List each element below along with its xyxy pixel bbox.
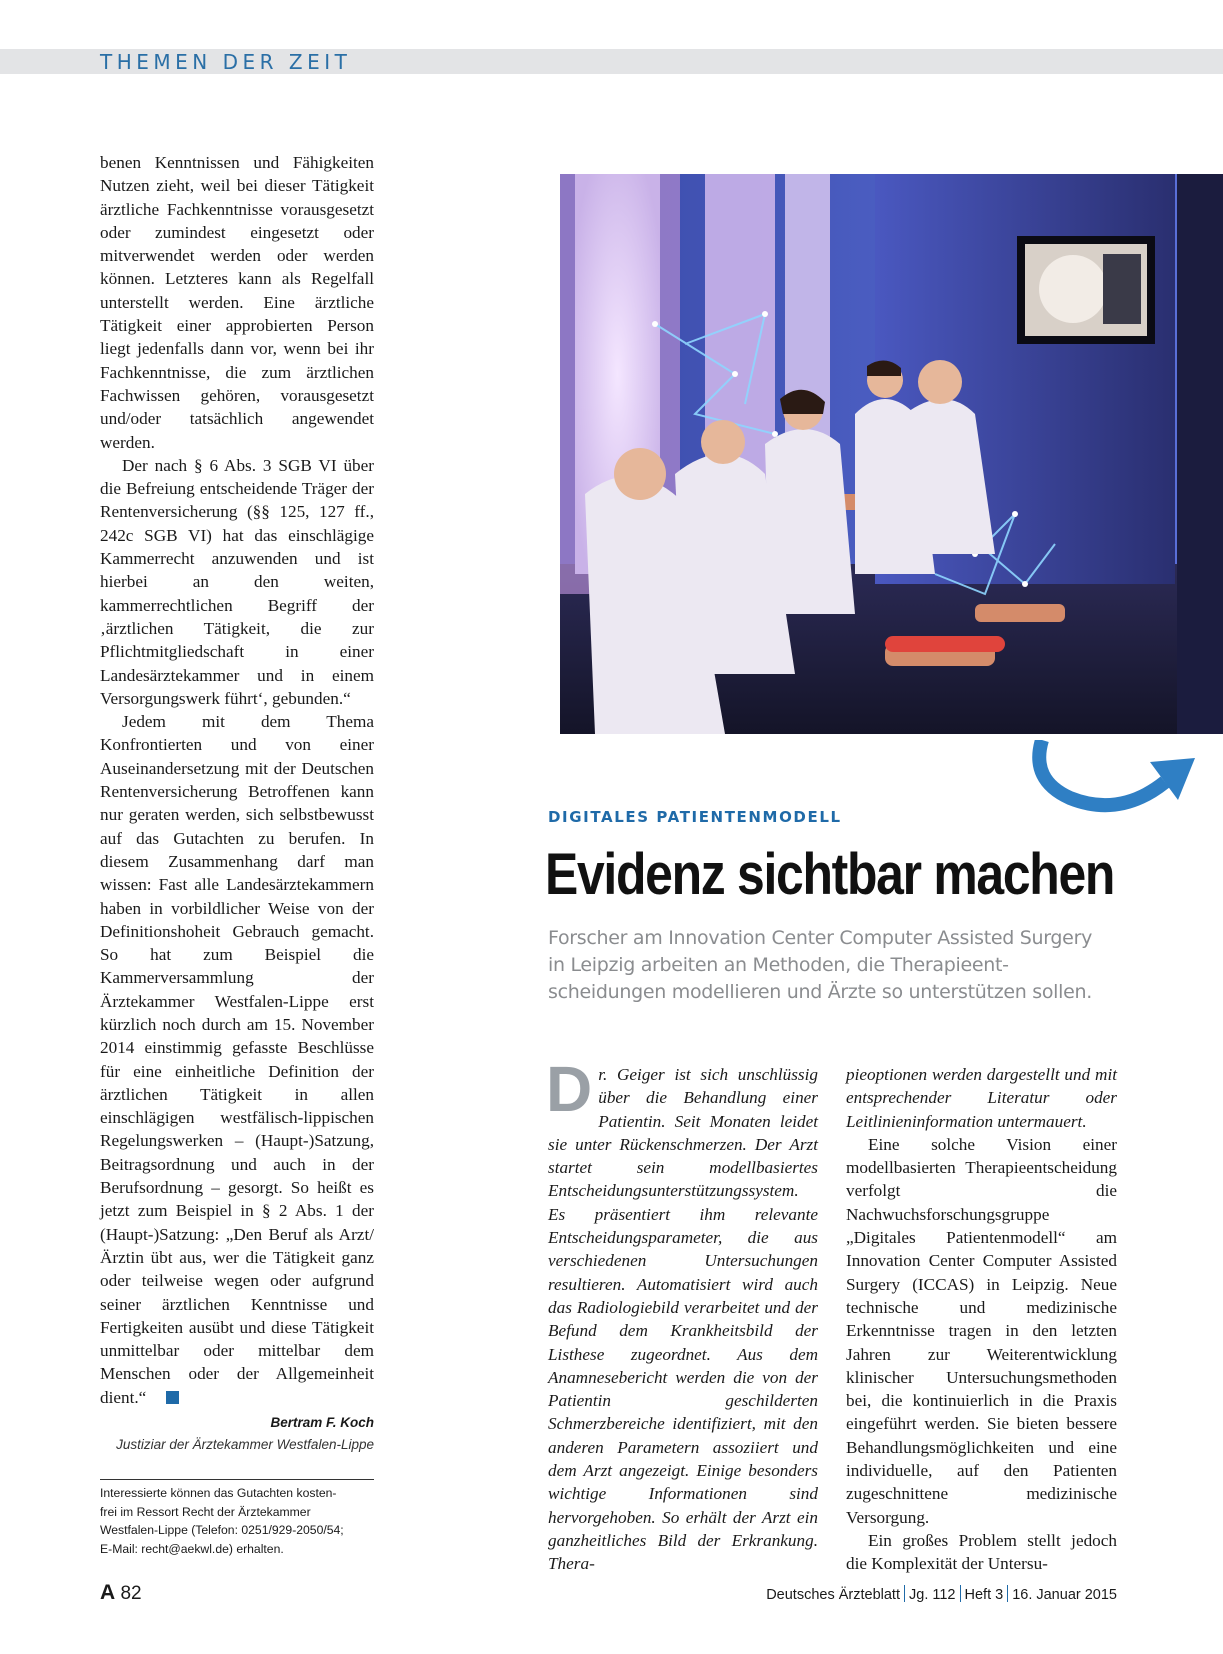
author-name: Bertram F. Koch [270, 1415, 374, 1430]
footer-separator [960, 1585, 961, 1602]
author-role: Justiziar der Ärztekammer Westfalen-Lippe [116, 1437, 374, 1452]
deck-line: in Leipzig arbeiten an Methoden, die Therapieent- [548, 954, 1009, 976]
left-paragraph [100, 710, 374, 1409]
note-line: Interessierte können das Gutachten kosten- [100, 1486, 337, 1500]
left-column [100, 151, 374, 1409]
page-letter: A [100, 1581, 116, 1604]
left-paragraph-text: Jedem mit dem Thema Konfrontierten und von einer Auseinandersetzung mit der Deutschen Rentenversicherung Betroffenen kann nur geraten werden, sich selbstbewusst auf das Gutachten zu berufen. In diesem Zusammenhang darf man wissen: Fast alle Landesärztekammern haben in vorbildlicher Weise von der Definitionshoheit Gebrauch gemacht. So hat zum Beispiel die Kammerversammlung der Ärztekammer Westfalen-Lippe erst kürzlich noch durch am 15. November 2014 einstimmig gefasste Beschlüsse für eine einheitliche Definition der ärztlichen Tätigkeit in allen einschlägigen westfälisch-lippischen Regelungswerken – (Haupt-)Satzung, Beitragsordnung und auch in der Berufsordnung – gesorgt. So heißt es jetzt zum Beispiel in § 2 Abs. 1 der (Haupt-)Satzung: „Den Beruf als Arzt/Ärztin übt aus, wer die Tätigkeit ganz oder teilweise wegen oder aufgrund seiner ärztlichen Kenntnisse und Fertigkeiten ausübt und diese Tätigkeit unmittelbar oder mittelbar dem Menschen oder der Allgemeinheit dient.“ [100, 712, 374, 1407]
note-line: frei im Ressort Recht der Ärztekammer [100, 1504, 311, 1519]
info-note [100, 1484, 374, 1558]
end-of-article-mark [166, 1391, 179, 1404]
drop-cap: D [546, 1053, 593, 1125]
section-label: THEMEN DER ZEIT [100, 50, 352, 74]
footer-separator [1007, 1585, 1008, 1602]
article-kicker: DIGITALES PATIENTENMODELL [548, 808, 842, 826]
lead-continuation: pieoptionen werden dargestellt und mit entsprechender Literatur oder Leitlinieninformation untermauert. [846, 1065, 1117, 1131]
page-number [100, 1581, 142, 1605]
deck-line: Forscher am Innovation Center Computer Assisted Surgery [548, 927, 1093, 949]
journal-issue: Heft 3 [964, 1587, 1004, 1603]
journal-name: Deutsches Ärzteblatt [766, 1587, 900, 1603]
lead-text: r. Geiger ist sich unschlüssig über die Behandlung einer Patientin. Seit Monaten leidet sie unter Rückenschmerzen. Der Arzt startet sein modellbasiertes Entscheidungsunterstützungssystem. Es präsentiert ihm relevante Entscheidungsparameter, die aus verschiedenen Untersuchungen resultieren. Automatisiert wird auch das Radiologiebild verarbeitet und der Befund dem Krankheitsbild der Listhese zugeordnet. Aus dem Anamnesebericht werden die von der Patientin geschilderten Schmerzbereiche identifiziert, mit den anderen Parametern assoziiert und dem Arzt angezeigt. Einige besonders wichtige Informationen sind hervorgehoben. So erhält der Arzt ein ganzheitliches Bild der Erkrankung. Thera- [548, 1065, 818, 1574]
note-line: Westfalen-Lippe (Telefon: 0251/929-2050/54; [100, 1523, 344, 1538]
curved-arrow-icon [1030, 740, 1223, 820]
journal-volume: Jg. 112 [909, 1587, 956, 1603]
body-paragraph: Ein großes Problem stellt jedoch die Komplexität der Untersu- [846, 1530, 1117, 1574]
article-headline: Evidenz sichtbar machen [545, 842, 1115, 907]
article-photo [555, 174, 1223, 744]
article-deck [548, 925, 1148, 1006]
left-paragraph: benen Kenntnissen und Fähigkeiten Nutzen zieht, weil bei dieser Tätigkeit ärztliche Fachkenntnisse vorausgesetzt oder zumindest eingesetzt oder mitverwendet werden oder werden können. Letzteres kann als Regelfall unterstellt werden. Eine ärztliche Tätigkeit einer approbierten Person liegt jedenfalls dann vor, wenn bei ihr Fachkenntnisse, die zum ärztlichen Fachwissen gehören, vorausgesetzt und/oder tatsächlich angewendet werden. [100, 153, 374, 452]
article-lead-column [546, 1053, 818, 1576]
deck-line: scheidungen modellieren und Ärzte so unterstützen sollen. [548, 981, 1092, 1003]
page-number-value: 82 [120, 1583, 142, 1604]
left-paragraph: Der nach § 6 Abs. 3 SGB VI über die Befreiung entscheidende Träger der Rentenversicherung (§§ 125, 127 ff., 242c SGB VI) hat das einschlägige Kammerrecht anzuwenden und ist hierbei an den weiten, kammerrechtlichen Begriff der ‚ärztlichen Tätigkeit, die zur Pflichtmitgliedschaft in einer Landesärztekammer und in einem Versorgungswerk führt‘, gebunden.“ [100, 455, 374, 708]
footer-citation [600, 1585, 1117, 1603]
note-line: E-Mail: recht@aekwl.de) erhalten. [100, 1541, 284, 1556]
note-divider [100, 1479, 374, 1480]
article-right-column [846, 1063, 1117, 1576]
footer-separator [904, 1585, 905, 1602]
journal-date: 16. Januar 2015 [1012, 1587, 1117, 1603]
body-paragraph: Eine solche Vision einer modellbasierten Therapieentscheidung verfolgt die Nachwuchsforschungsgruppe „Digitales Patientenmodell“ am Innovation Center Computer Assisted Surgery (ICCAS) in Leipzig. Neue technische und medizinische Erkenntnisse tragen in den letzten Jahren zur Weiterentwicklung klinischer Untersuchungsmethoden bei, die kontinuierlich in die Praxis eingeführt werden. Sie bieten bessere Behandlungsmöglichkeiten und eine individuelle, auf den Patienten zugeschnittene medizinische Versorgung. [846, 1134, 1117, 1527]
